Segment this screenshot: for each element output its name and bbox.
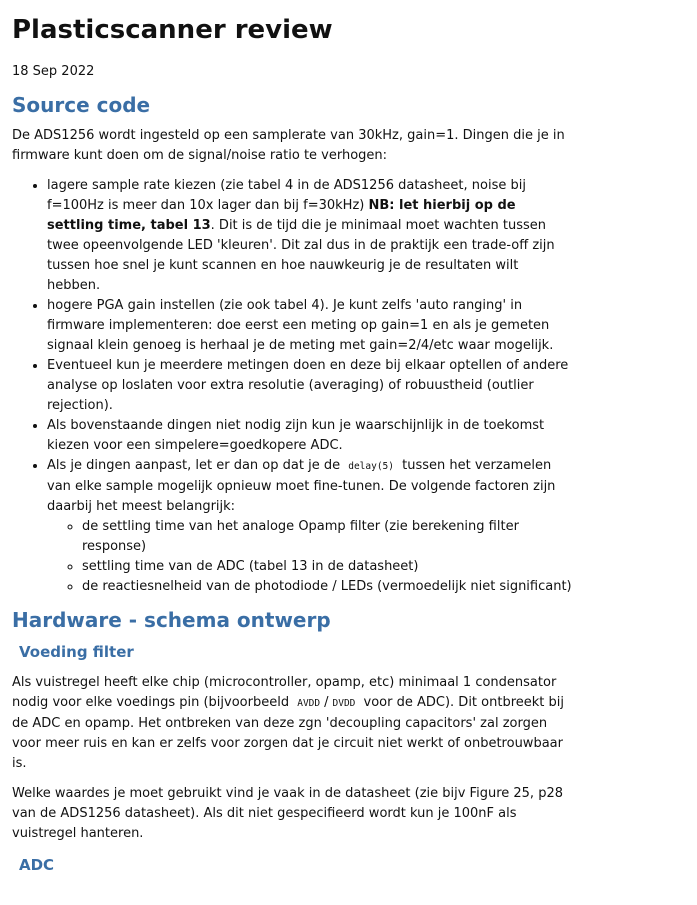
sublist-item: ◦ de settling time van het analoge Opamp filter (zie berekening filter response)	[82, 517, 572, 557]
list-item: • Eventueel kun je meerdere metingen doen en deze bij elkaar optellen of andere analyse op loslaten voor extra resolutie (averaging) of robuustheid (outlier rejection).	[47, 356, 572, 416]
subsection-heading-adc: ADC	[19, 856, 55, 874]
list-item-text: . Dit is de tijd die je minimaal moet wachten tussen twee opeenvolgende LED 'kleuren'. Dit zal dus in de praktijk een trade-off zijn tussen hoe snel je kunt scannen en hoe nauwkeurig je de resultaten wilt hebben.	[47, 218, 555, 293]
sublist-item: ◦ de reactiesnelheid van de photodiode / LEDs (vermoedelijk niet significant)	[82, 577, 572, 597]
voeding-paragraph-2: Welke waardes je moet gebruikt vind je vaak in de datasheet (zie bijv Figure 25, p28 van de ADS1256 datasheet). Als dit niet gespecifieerd wordt kun je 100nF als vuistregel hanteren.	[12, 786, 563, 841]
page-title: Plasticscanner review	[12, 15, 333, 45]
list-item	[47, 456, 572, 597]
subsection-heading-voeding-filter: Voeding filter	[19, 643, 134, 661]
inline-code-dvdd: DVDD	[332, 698, 356, 709]
paragraph-text: voor de ADC). Dit ontbreekt bij de ADC en opamp. Het ontbreken van deze zgn 'decoupling capacitors' zal zorgen voor meer ruis en kan er zelfs voor zorgen dat je circuit niet werkt of onbetrouwbaar is.	[12, 695, 564, 771]
list-item: • Als bovenstaande dingen niet nodig zijn kun je waarschijnlijk in de toekomst kiezen voor een simpelere=goedkopere ADC.	[47, 416, 572, 456]
voeding-paragraph-1	[12, 673, 572, 774]
inline-code-avdd: AVDD	[297, 698, 321, 709]
list-item-text: Als je dingen aanpast, let er dan op dat je de	[47, 458, 341, 473]
factors-sublist	[47, 517, 572, 597]
list-item-text: lagere sample rate kiezen (zie tabel 4 in de ADS1256 datasheet, noise bij f=100Hz is meer dan 10x lager dan bij f=30kHz)	[47, 178, 526, 213]
list-item	[47, 176, 572, 296]
sublist-item: ◦ settling time van de ADC (tabel 13 in de datasheet)	[82, 557, 572, 577]
paragraph-text: Als vuistregel heeft elke chip (microcontroller, opamp, etc) minimaal 1 condensator nodig voor elke voedings pin (bijvoorbeeld	[12, 675, 557, 710]
settling-time-note: NB: let hierbij op de settling time, tabel 13	[47, 198, 516, 233]
post-date: 18 Sep 2022	[12, 64, 95, 79]
slash-separator: /	[324, 695, 329, 710]
source-intro: De ADS1256 wordt ingesteld op een samplerate van 30kHz, gain=1. Dingen die je in firmware kunt doen om de signal/noise ratio te verhogen:	[12, 128, 565, 163]
list-item-text: tussen het verzamelen van elke sample mogelijk opnieuw moet fine-tunen. De volgende factoren zijn daarbij het meest belangrijk:	[47, 458, 556, 514]
firmware-tips-list	[12, 176, 572, 597]
list-item: • hogere PGA gain instellen (zie ook tabel 4). Je kunt zelfs 'auto ranging' in firmware implementeren: doe eerst een meting op gain=1 en als je gemeten signaal klein genoeg is herhaal je de meting met gain=2/4/etc waar mogelijk.	[47, 296, 572, 356]
inline-code-delay: delay(5)	[348, 461, 394, 472]
section-heading-hardware: Hardware - schema ontwerp	[12, 608, 331, 632]
section-heading-source-code: Source code	[12, 93, 151, 117]
